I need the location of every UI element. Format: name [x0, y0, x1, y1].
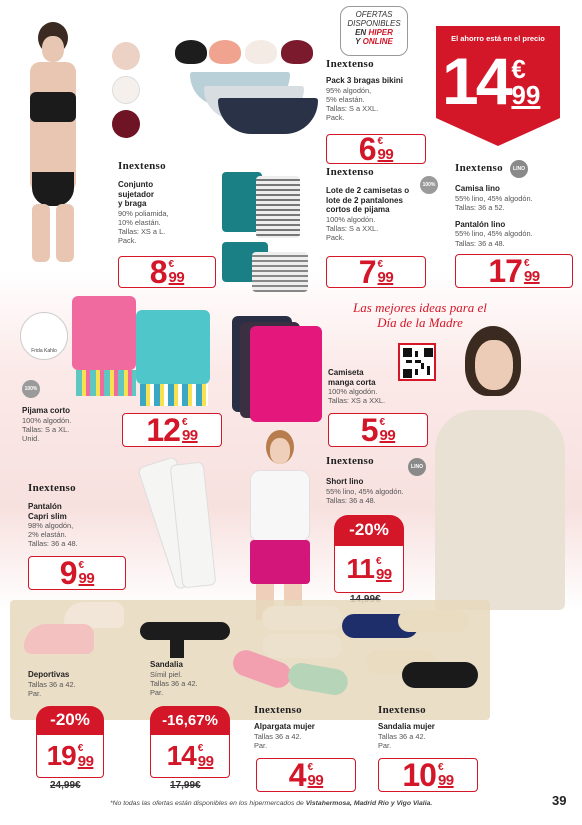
- alpargata-title: Alpargata mujer: [254, 722, 315, 731]
- pijama-corto-desc-1: 100% algodón.: [22, 415, 72, 425]
- deportivas-title: Deportivas: [28, 670, 70, 679]
- pantalon-lino-price-int: 17: [488, 253, 522, 289]
- footer-note-pre: *No todas las ofertas están disponibles en los hipermercados de: [110, 800, 306, 807]
- deportivas-price: [36, 734, 104, 778]
- sandalia-mujer-price-cents: 99: [437, 771, 454, 789]
- pijama-lote-currency: €: [377, 258, 384, 270]
- pijama-lote-desc-2: Tallas: S a XXL.: [326, 223, 379, 233]
- deportivas-info: [28, 670, 128, 698]
- pijama-lote-price-cents: 99: [377, 268, 394, 286]
- pantalon-lino-desc-1: 55% lino, 45% algodón.: [455, 229, 533, 239]
- sandalia-mujer-info: [378, 704, 488, 750]
- deportivas-desc-2: Par.: [28, 688, 42, 698]
- sandalia-price: [150, 734, 230, 778]
- brand-logo: Inextenso: [455, 162, 503, 174]
- pantalon-lino-price: [455, 254, 573, 288]
- lino-badge: LINO: [510, 160, 528, 178]
- brand-logo: Inextenso: [254, 704, 302, 716]
- alpargata-desc-1: Tallas 36 a 42.: [254, 731, 302, 741]
- sandalia-mujer-desc-1: Tallas 36 a 42.: [378, 731, 426, 741]
- bras-photo: [175, 40, 315, 66]
- capri-photo: [134, 455, 224, 587]
- short-lino-discount: -20%: [334, 515, 404, 545]
- camiseta-title-2: manga corta: [328, 377, 376, 387]
- lino-badge: LINO: [408, 458, 426, 476]
- conjunto-title-3: y braga: [118, 199, 147, 208]
- camiseta-info: [328, 368, 428, 405]
- hero-price-banner: [436, 26, 560, 146]
- hero-cents: 99: [511, 80, 541, 110]
- sandalia-info: [150, 660, 250, 697]
- footer-note-bold: Vistahermosa, Madrid Río y Vigo Vialia.: [305, 800, 433, 807]
- lingerie-model-photo: [8, 22, 98, 262]
- conjunto-title-2: sujetador: [118, 189, 155, 199]
- cotton-100-badge: 100%: [420, 176, 438, 194]
- short-lino-title: Short lino: [326, 477, 364, 486]
- deportivas-discount: -20%: [36, 706, 104, 734]
- alpargata-currency: €: [307, 761, 314, 773]
- sandalia-mujer-price-int: 10: [402, 757, 436, 793]
- alpargata-photo: [232, 600, 352, 700]
- footer-note: [110, 800, 530, 807]
- short-lino-price: [334, 545, 404, 593]
- pijama-lote-title-1: Lote de 2 camisetas o: [326, 186, 410, 195]
- sandalia-desc-1: Símil piel.: [150, 669, 183, 679]
- pijama-corto-desc-3: Unid.: [22, 433, 40, 443]
- short-lino-price-int: 11: [346, 553, 374, 584]
- camiseta-currency: €: [379, 416, 386, 428]
- alpargata-price-int: 4: [288, 757, 306, 793]
- pijama-lote-price: [326, 256, 426, 288]
- cotton-100-badge: 100%: [22, 380, 40, 398]
- brand-logo: Inextenso: [326, 58, 374, 70]
- pijama-corto-info: [22, 380, 122, 443]
- capri-info: [28, 482, 128, 549]
- sandalia-desc-3: Par.: [150, 687, 164, 697]
- capri-title-2: Capri slim: [28, 511, 67, 521]
- pijama-lote-price-int: 7: [358, 254, 376, 290]
- offers-line1: OFERTAS: [355, 10, 393, 19]
- capri-desc-1: 98% algodón,: [28, 521, 74, 530]
- sandalia-old-price: 17,99€: [170, 780, 201, 791]
- swatch-white: [112, 76, 140, 104]
- brand-logo: Inextenso: [326, 166, 374, 178]
- sandalia-discount: -16,67%: [150, 706, 230, 734]
- offers-line3-red: HIPER: [368, 28, 393, 37]
- sandalia-title: Sandalia: [150, 660, 183, 669]
- pijama-corto-title: Pijama corto: [22, 406, 71, 415]
- conjunto-title-1: Conjunto: [118, 180, 154, 189]
- sandalia-price-int: 14: [166, 740, 196, 771]
- conjunto-price: [118, 256, 216, 288]
- camisa-lino-title: Camisa lino: [455, 184, 500, 193]
- pantalon-lino-desc-2: Tallas: 36 a 48.: [455, 238, 505, 248]
- brand-logo: Inextenso: [326, 455, 374, 467]
- capri-price: [28, 556, 126, 590]
- pijama-corto-price-int: 12: [146, 412, 180, 448]
- offers-line2: DISPONIBLES: [347, 19, 401, 28]
- alpargata-info: [254, 704, 364, 750]
- deportivas-currency: €: [77, 742, 84, 754]
- bragas-price-int: 6: [358, 131, 376, 167]
- capri-price-int: 9: [59, 555, 77, 591]
- alpargata-desc-2: Par.: [254, 740, 268, 750]
- sandalia-photo: [140, 612, 234, 660]
- sandalia-desc-2: Tallas 36 a 42.: [150, 678, 198, 688]
- bragas-title: Pack 3 bragas bikini: [326, 76, 403, 85]
- deportivas-desc-1: Tallas 36 a 42.: [28, 679, 76, 689]
- camiseta-photo: [232, 316, 326, 422]
- pijama-corto-price-cents: 99: [181, 426, 198, 444]
- brand-logo: Inextenso: [118, 160, 166, 172]
- conjunto-price-int: 8: [149, 254, 167, 290]
- offers-line3-pre: EN: [355, 28, 367, 37]
- bragas-currency: €: [377, 135, 384, 147]
- sandalia-mujer-currency: €: [437, 761, 444, 773]
- camiseta-desc-1: 100% algodón.: [328, 387, 378, 396]
- conjunto-desc-4: Pack.: [118, 236, 137, 246]
- mothers-day-line2: Día de la Madre: [377, 315, 463, 330]
- deportivas-price-int: 19: [46, 740, 76, 771]
- brand-logo: Inextenso: [28, 482, 76, 494]
- conjunto-info: [118, 160, 218, 245]
- hero-label: El ahorro está en el precio: [451, 34, 545, 43]
- capri-title-1: Pantalón: [28, 502, 62, 511]
- bragas-desc-2: 5% elastán.: [326, 94, 365, 104]
- offers-box: [340, 6, 408, 56]
- mothers-day-line1: Las mejores ideas para el: [353, 300, 487, 315]
- pijama-lote-title-3: cortos de pijama: [326, 205, 390, 214]
- page-number: 39: [552, 793, 567, 808]
- conjunto-desc-2: 10% elastán.: [118, 217, 161, 227]
- sandalia-mujer-desc-2: Par.: [378, 740, 392, 750]
- bragas-photo: [190, 72, 320, 152]
- conjunto-desc-3: Tallas: XS a L.: [118, 226, 166, 236]
- alpargata-price: [256, 758, 356, 792]
- short-lino-desc-2: Tallas: 36 a 48.: [326, 495, 376, 505]
- capri-desc-2: 2% elastán.: [28, 530, 67, 540]
- alpargata-price-cents: 99: [307, 771, 324, 789]
- swatch-burgundy: [112, 110, 140, 138]
- pijama-corto-currency: €: [181, 416, 188, 428]
- camiseta-price-int: 5: [360, 412, 378, 448]
- conjunto-currency: €: [168, 258, 175, 270]
- bragas-info: [326, 58, 436, 122]
- pijama-lote-title-2: lote de 2 pantalones: [326, 195, 403, 205]
- pijama-corto-price: [122, 413, 222, 447]
- deportivas-old-price: 24,99€: [50, 780, 81, 791]
- short-lino-desc-1: 55% lino, 45% algodón.: [326, 486, 404, 496]
- sandalia-currency: €: [197, 742, 204, 754]
- sandalia-mujer-photo: [342, 610, 482, 700]
- short-lino-price-cents: 99: [375, 565, 392, 583]
- pantalon-lino-title: Pantalón lino: [455, 219, 506, 229]
- bragas-price-cents: 99: [377, 145, 394, 163]
- sandalia-mujer-price: [378, 758, 478, 792]
- pijama-corto-desc-2: Tallas: S a XL.: [22, 424, 70, 434]
- deportivas-photo: [24, 602, 128, 662]
- hero-currency: €: [511, 54, 526, 84]
- sandalia-price-cents: 99: [197, 752, 214, 770]
- bragas-price: [326, 131, 426, 167]
- swatch-nude: [112, 42, 140, 70]
- bragas-desc-1: 95% algodón,: [326, 85, 372, 95]
- bragas-desc-3: Tallas: S a XXL.: [326, 103, 379, 113]
- capri-desc-3: Tallas: 36 a 48.: [28, 539, 78, 549]
- shorts-model-photo: [240, 430, 320, 620]
- sandalia-mujer-title: Sandalia mujer: [378, 722, 435, 731]
- camiseta-title-1: Camiseta: [328, 368, 364, 377]
- capri-price-cents: 99: [78, 569, 95, 587]
- pijama-lote-desc-1: 100% algodón.: [326, 214, 376, 224]
- capri-currency: €: [78, 559, 85, 571]
- camisa-lino-desc-1: 55% lino, 45% algodón.: [455, 193, 533, 203]
- frida-badge: Frida Kahlo: [20, 312, 68, 360]
- camisa-lino-desc-2: Tallas: 36 a 52.: [455, 202, 505, 212]
- pantalon-lino-price-cents: 99: [523, 267, 540, 285]
- pantalon-lino-currency: €: [523, 257, 530, 269]
- mother-model-photo: [425, 320, 582, 610]
- bragas-desc-4: Pack.: [326, 113, 345, 123]
- hero-price-int: 14: [442, 44, 510, 118]
- offers-line4-red: ONLINE: [362, 37, 393, 46]
- short-lino-currency: €: [375, 555, 382, 567]
- pijama-lote-desc-3: Pack.: [326, 232, 345, 242]
- conjunto-price-cents: 99: [168, 268, 185, 286]
- deportivas-price-cents: 99: [77, 752, 94, 770]
- brand-logo: Inextenso: [378, 704, 426, 716]
- conjunto-desc-1: 90% poliamida,: [118, 208, 169, 218]
- offers-line4-pre: Y: [355, 37, 361, 46]
- pijama-lote-photo: [218, 156, 320, 296]
- camiseta-desc-2: Tallas: XS a XXL.: [328, 396, 386, 406]
- camiseta-price: [328, 413, 428, 447]
- camiseta-price-cents: 99: [379, 426, 396, 444]
